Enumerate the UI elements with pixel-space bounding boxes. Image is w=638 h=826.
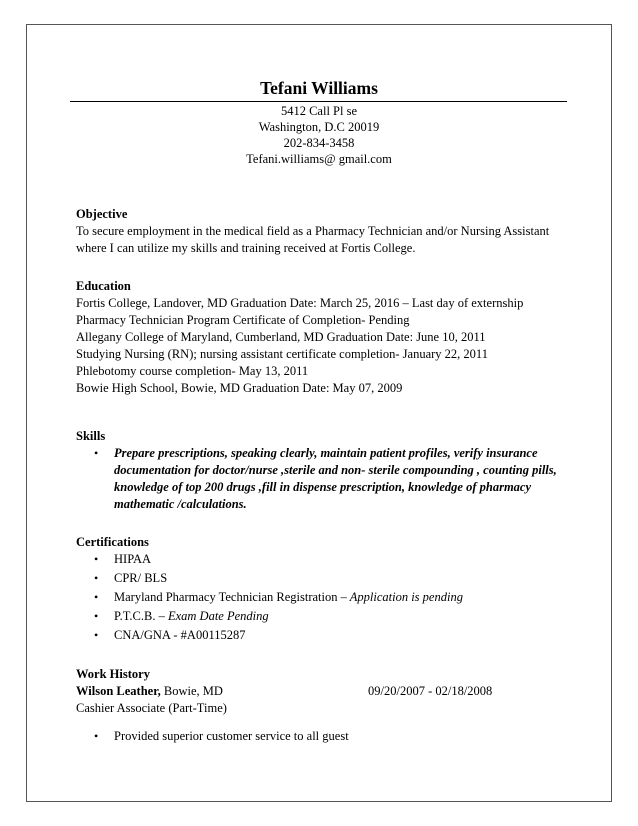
- skills-line: Prepare prescriptions, speaking clearly, maintain patient profiles, verify insurance: [114, 446, 538, 460]
- education-line: Allegany College of Maryland, Cumberland, MD Graduation Date: June 10, 2011: [76, 330, 486, 344]
- objective-line: To secure employment in the medical field as a Pharmacy Technician and/or Nursing Assistant: [76, 224, 550, 238]
- resume-name: Tefani Williams: [260, 78, 378, 98]
- education-line: Pharmacy Technician Program Certificate of Completion- Pending: [76, 313, 410, 327]
- work-history-heading: Work History: [76, 667, 150, 681]
- certification-name: CPR/ BLS: [114, 571, 168, 585]
- certification-name: HIPAA: [114, 552, 152, 566]
- address-line-2: Washington, D.C 20019: [258, 120, 380, 134]
- skills-line: mathematic /calculations.: [114, 497, 247, 511]
- bullet-icon: •: [94, 571, 99, 585]
- job-duty: Provided superior customer service to all guest: [114, 729, 349, 743]
- bullet-icon: •: [94, 729, 99, 743]
- certification-item: [114, 552, 151, 567]
- education-line: Phlebotomy course completion- May 13, 2011: [76, 364, 309, 378]
- certification-name: P.T.C.B.: [114, 609, 159, 623]
- objective-line: where I can utilize my skills and training received at Fortis College.: [76, 241, 416, 255]
- certification-status: – Application is pending: [340, 590, 463, 604]
- education-line: Studying Nursing (RN); nursing assistant certificate completion- January 22, 2011: [76, 347, 488, 361]
- certification-name: CNA/GNA - #A00115287: [114, 628, 246, 642]
- certification-status: – Exam Date Pending: [158, 609, 269, 623]
- skills-line: documentation for doctor/nurse ,sterile and non- sterile compounding , counting pills,: [114, 463, 557, 477]
- education-line: Bowie High School, Bowie, MD Graduation Date: May 07, 2009: [76, 381, 403, 395]
- certification-item: [114, 628, 245, 643]
- bullet-icon: •: [94, 590, 99, 604]
- bullet-icon: •: [94, 552, 99, 566]
- employer-name: Wilson Leather,: [76, 684, 161, 698]
- address-line-1: 5412 Call Pl se: [280, 104, 358, 118]
- education-heading: Education: [76, 279, 131, 293]
- employment-dates: 09/20/2007 - 02/18/2008: [368, 684, 493, 698]
- objective-heading: Objective: [76, 207, 128, 221]
- header-divider: [70, 101, 567, 102]
- bullet-icon: •: [94, 446, 99, 460]
- skills-line: knowledge of top 200 drugs ,fill in dispense prescription, knowledge of pharmacy: [114, 480, 532, 494]
- bullet-icon: •: [94, 609, 99, 623]
- email-address: Tefani.williams@ gmail.com: [246, 152, 392, 166]
- certification-item: [114, 571, 167, 586]
- certification-item: [114, 609, 269, 624]
- bullet-icon: •: [94, 628, 99, 642]
- certification-name: Maryland Pharmacy Technician Registration: [114, 590, 341, 604]
- certifications-heading: Certifications: [76, 535, 149, 549]
- job-title: Cashier Associate (Part-Time): [76, 701, 227, 715]
- employer-line: [76, 684, 223, 699]
- phone-number: 202-834-3458: [283, 136, 355, 150]
- education-line: Fortis College, Landover, MD Graduation Date: March 25, 2016 – Last day of externship: [76, 296, 524, 310]
- employer-location: Bowie, MD: [160, 684, 223, 698]
- skills-heading: Skills: [76, 429, 106, 443]
- certification-item: [114, 590, 463, 605]
